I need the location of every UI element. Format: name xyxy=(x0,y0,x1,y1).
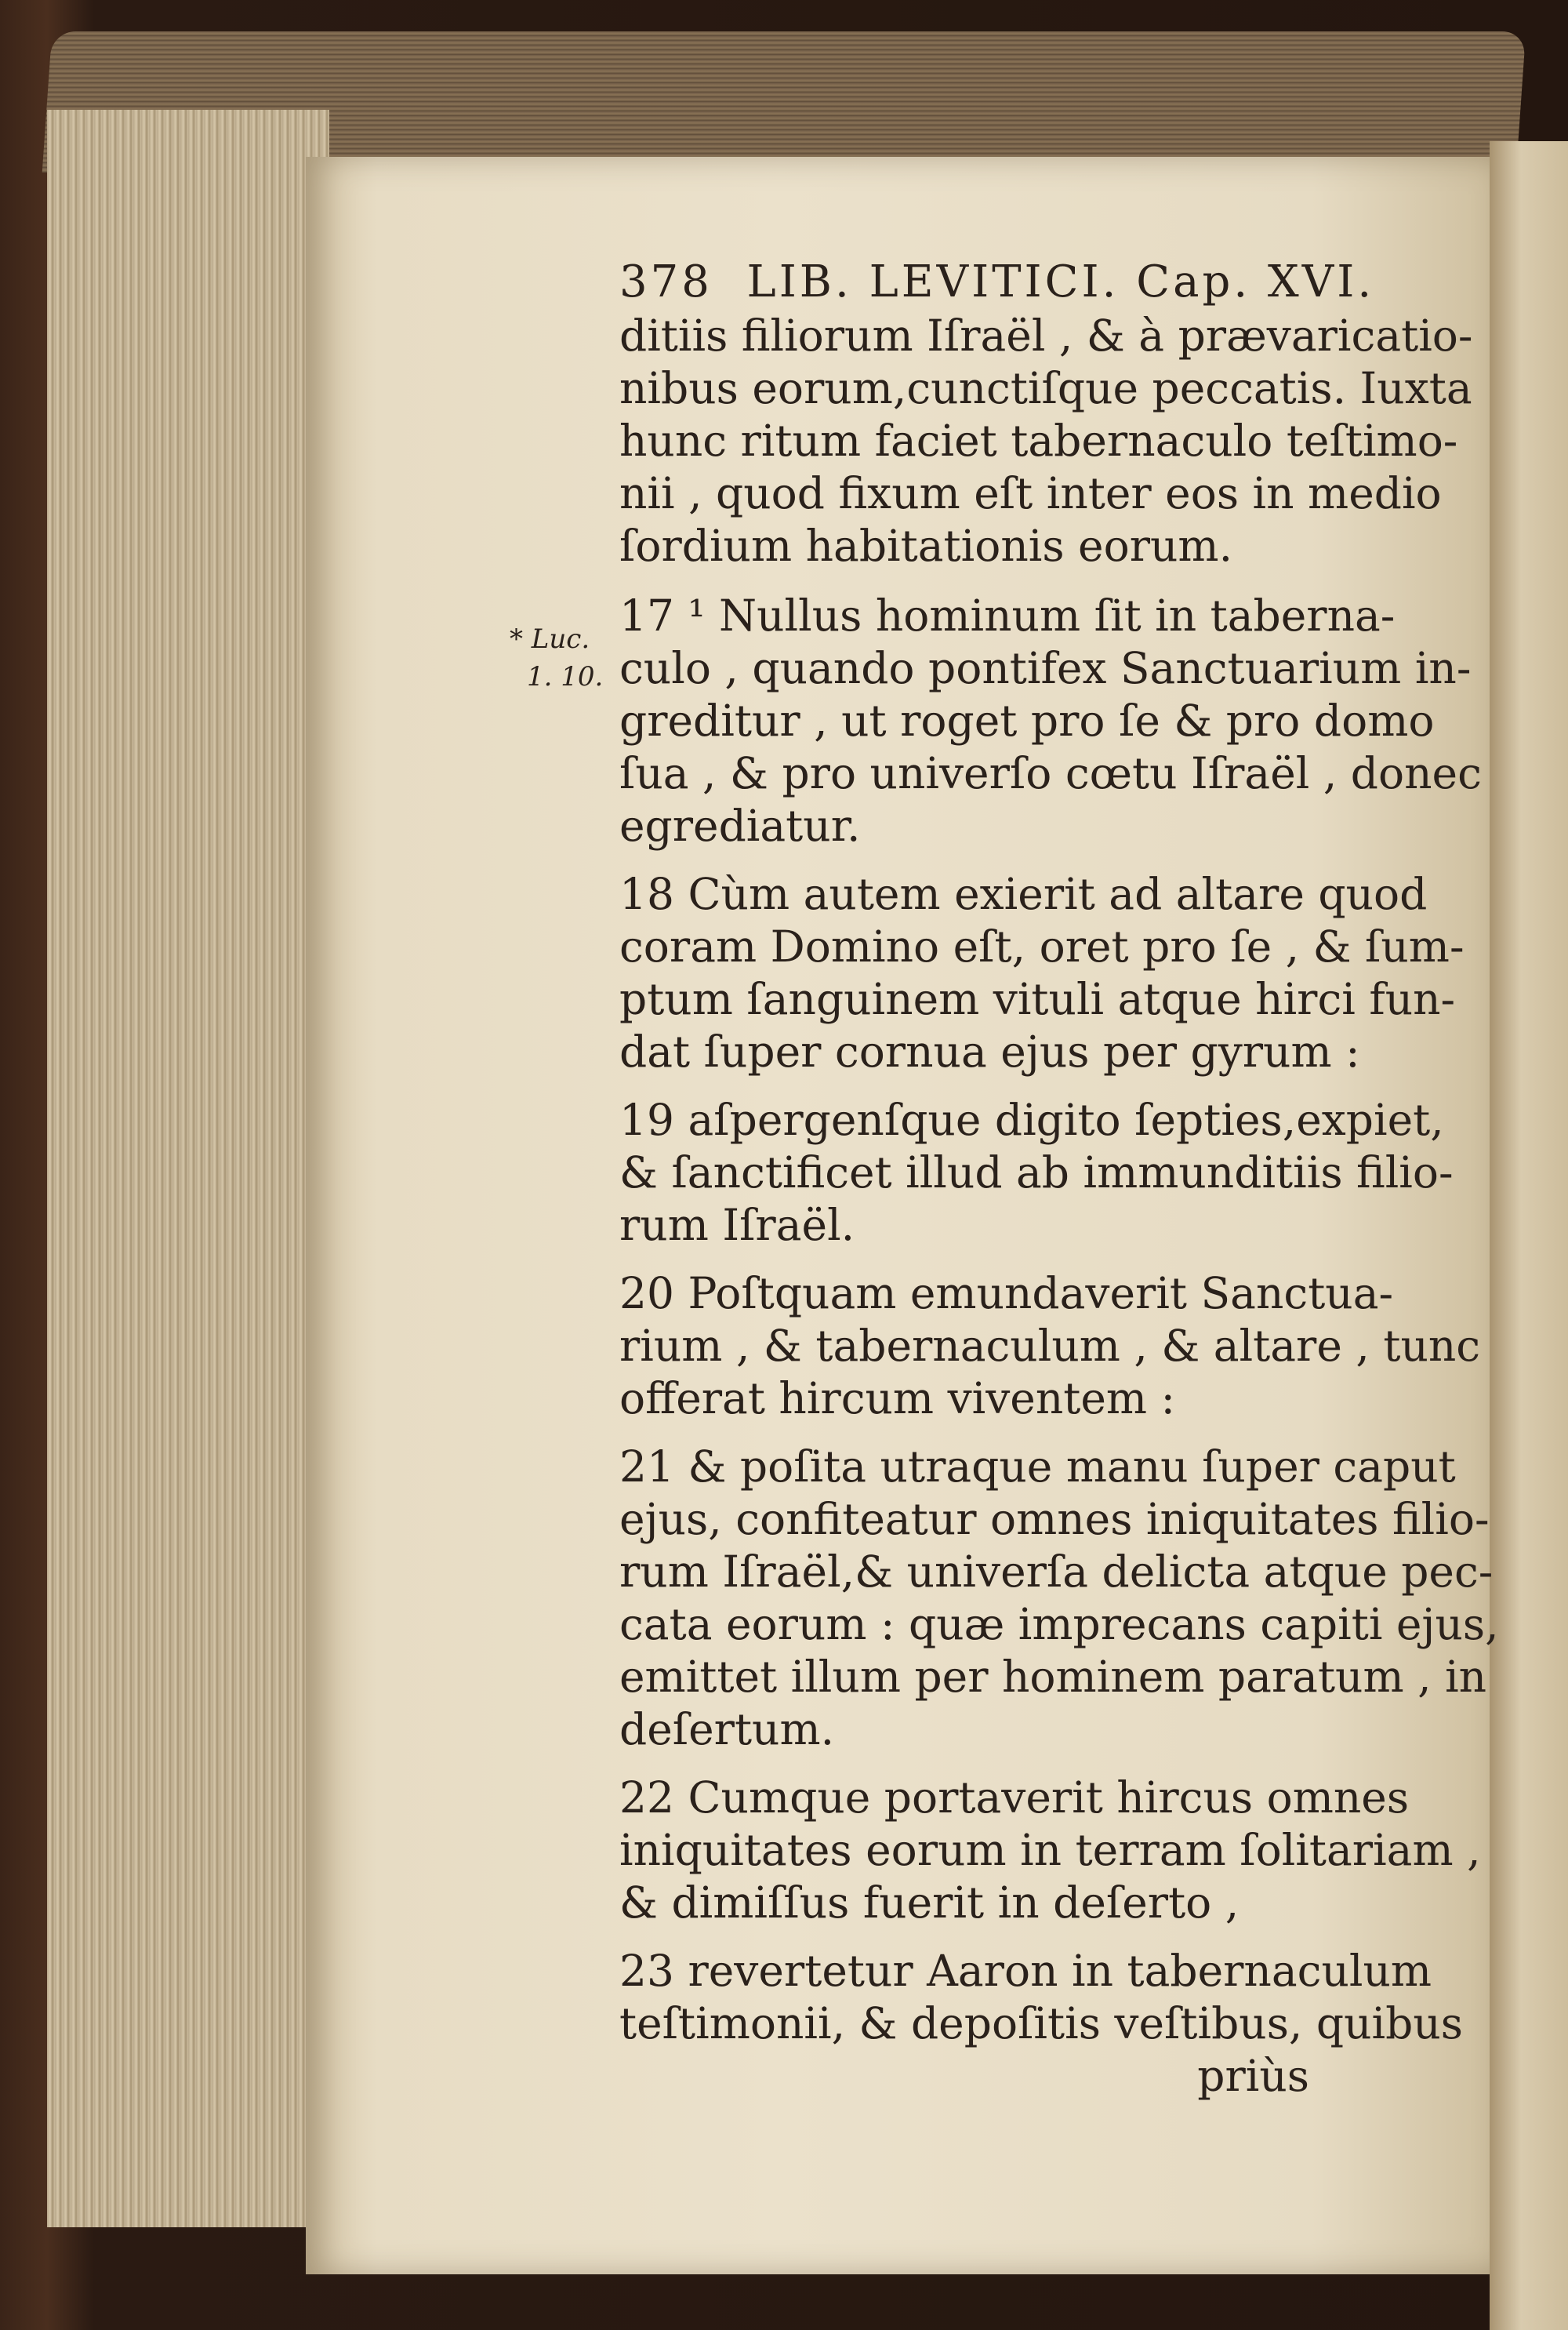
text-line: cata eorum : quæ imprecans capiti ejus, xyxy=(619,1599,1499,1649)
text-line: 19 aſpergenſque digito ſepties,expiet, xyxy=(619,1095,1444,1145)
margin-note-ref-verse: 1. 10. xyxy=(527,661,604,692)
text-line: ptum ſanguinem vituli atque hirci fun- xyxy=(619,974,1456,1024)
text-line: ſua , & pro univerſo cœtu Iſraël , donec xyxy=(619,748,1482,798)
page-title: LIB. LEVITICI. Cap. XVI. xyxy=(746,256,1375,307)
text-line: egrediatur. xyxy=(619,801,861,851)
text-line: emittet illum per hominem paratum , in xyxy=(619,1652,1487,1702)
text-line: hunc ritum faciet tabernaculo teſtimo- xyxy=(619,416,1458,466)
text-line: rum Iſraël. xyxy=(619,1200,855,1250)
page-number: 378 xyxy=(619,256,713,307)
text-line: rum Iſraël,& univerſa delicta atque pec- xyxy=(619,1547,1494,1597)
text-line: nii , quod fixum eſt inter eos in medio xyxy=(619,468,1442,518)
text-line: teſtimonii, & depoſitis veſtibus, quibus xyxy=(619,1998,1463,2048)
text-line: ditiis filiorum Iſraël , & à prævaricatio- xyxy=(619,311,1473,361)
text-line: coram Domino eſt, oret pro ſe , & ſum- xyxy=(619,921,1465,972)
text-line: 17 ¹ Nullus hominum ſit in taberna- xyxy=(619,591,1396,641)
catchword: priùs xyxy=(1197,2051,1309,2101)
text-line: 20 Poſtquam emundaverit Sanctua- xyxy=(619,1268,1394,1318)
text-line: deſertum. xyxy=(619,1704,835,1754)
text-line: greditur , ut roget pro ſe & pro domo xyxy=(619,696,1435,746)
margin-note-ref: * Luc. xyxy=(510,623,590,655)
text-line: 22 Cumque portaverit hircus omnes xyxy=(619,1772,1410,1823)
text-line: dat ſuper cornua ejus per gyrum : xyxy=(619,1027,1360,1077)
text-line: ſordium habitationis eorum. xyxy=(619,521,1233,571)
text-line: rium , & tabernaculum , & altare , tunc xyxy=(619,1321,1481,1371)
page-stack xyxy=(47,110,329,2227)
text-line: ejus, confiteatur omnes iniquitates filio- xyxy=(619,1494,1490,1544)
text-line: 21 & poſita utraque manu ſuper caput xyxy=(619,1441,1456,1492)
text-line: 18 Cùm autem exierit ad altare quod xyxy=(619,869,1428,919)
text-line: 23 revertetur Aaron in tabernaculum xyxy=(619,1946,1432,1996)
text-line: iniquitates eorum in terram ſolitariam , xyxy=(619,1825,1481,1875)
text-line: nibus eorum,cunctiſque peccatis. Iuxta xyxy=(619,363,1472,413)
text-line: culo , quando pontifex Sanctuarium in- xyxy=(619,643,1472,693)
text-line: & dimiſſus fuerit in deſerto , xyxy=(619,1877,1240,1928)
text-line: & ſanctificet illud ab immunditiis filio- xyxy=(619,1147,1454,1198)
facing-page-edge xyxy=(1490,141,1568,2330)
text-line: offerat hircum viventem : xyxy=(619,1373,1176,1423)
